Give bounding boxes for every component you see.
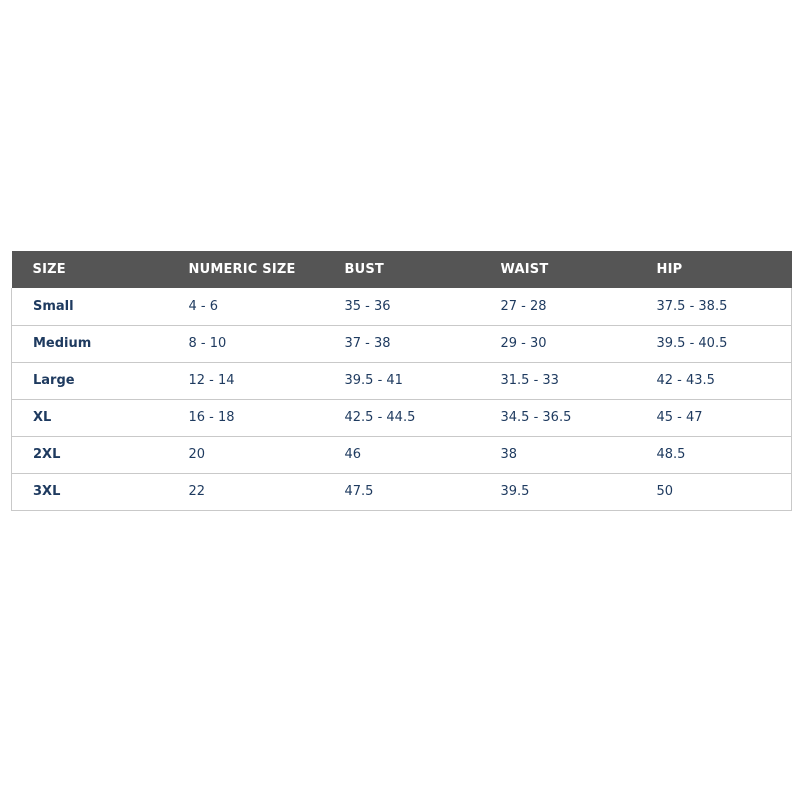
header-size: SIZE bbox=[32, 262, 66, 277]
bust-cell: 39.5 - 41 bbox=[324, 362, 480, 399]
size-chart-table bbox=[11, 251, 792, 511]
table-row bbox=[12, 288, 792, 325]
bust-cell: 37 - 38 bbox=[324, 325, 480, 362]
table-row bbox=[12, 399, 792, 436]
hip-cell: 48.5 bbox=[636, 436, 792, 473]
size-cell: Large bbox=[12, 362, 168, 399]
hip-cell: 37.5 - 38.5 bbox=[636, 288, 792, 325]
numeric-size-cell: 16 - 18 bbox=[168, 399, 324, 436]
header-waist: WAIST bbox=[500, 262, 549, 277]
size-cell: Small bbox=[12, 288, 168, 325]
numeric-size-cell: 12 - 14 bbox=[168, 362, 324, 399]
table-row bbox=[12, 362, 792, 399]
table-row bbox=[12, 325, 792, 362]
numeric-size-cell: 4 - 6 bbox=[168, 288, 324, 325]
table-row bbox=[12, 473, 792, 510]
bust-cell: 35 - 36 bbox=[324, 288, 480, 325]
numeric-size-cell: 8 - 10 bbox=[168, 325, 324, 362]
waist-cell: 39.5 bbox=[480, 473, 636, 510]
size-cell: XL bbox=[12, 399, 168, 436]
size-cell: 3XL bbox=[12, 473, 168, 510]
bust-cell: 47.5 bbox=[324, 473, 480, 510]
bust-cell: 42.5 - 44.5 bbox=[324, 399, 480, 436]
hip-cell: 39.5 - 40.5 bbox=[636, 325, 792, 362]
numeric-size-cell: 20 bbox=[168, 436, 324, 473]
waist-cell: 29 - 30 bbox=[480, 325, 636, 362]
hip-cell: 45 - 47 bbox=[636, 399, 792, 436]
table-header-row bbox=[12, 251, 792, 288]
waist-cell: 38 bbox=[480, 436, 636, 473]
table-row bbox=[12, 436, 792, 473]
bust-cell: 46 bbox=[324, 436, 480, 473]
waist-cell: 34.5 - 36.5 bbox=[480, 399, 636, 436]
numeric-size-cell: 22 bbox=[168, 473, 324, 510]
size-cell: Medium bbox=[12, 325, 168, 362]
header-hip: HIP bbox=[656, 262, 683, 277]
waist-cell: 31.5 - 33 bbox=[480, 362, 636, 399]
waist-cell: 27 - 28 bbox=[480, 288, 636, 325]
hip-cell: 50 bbox=[636, 473, 792, 510]
hip-cell: 42 - 43.5 bbox=[636, 362, 792, 399]
header-numeric-size: NUMERIC SIZE bbox=[188, 262, 296, 277]
size-cell: 2XL bbox=[12, 436, 168, 473]
header-bust: BUST bbox=[344, 262, 384, 277]
